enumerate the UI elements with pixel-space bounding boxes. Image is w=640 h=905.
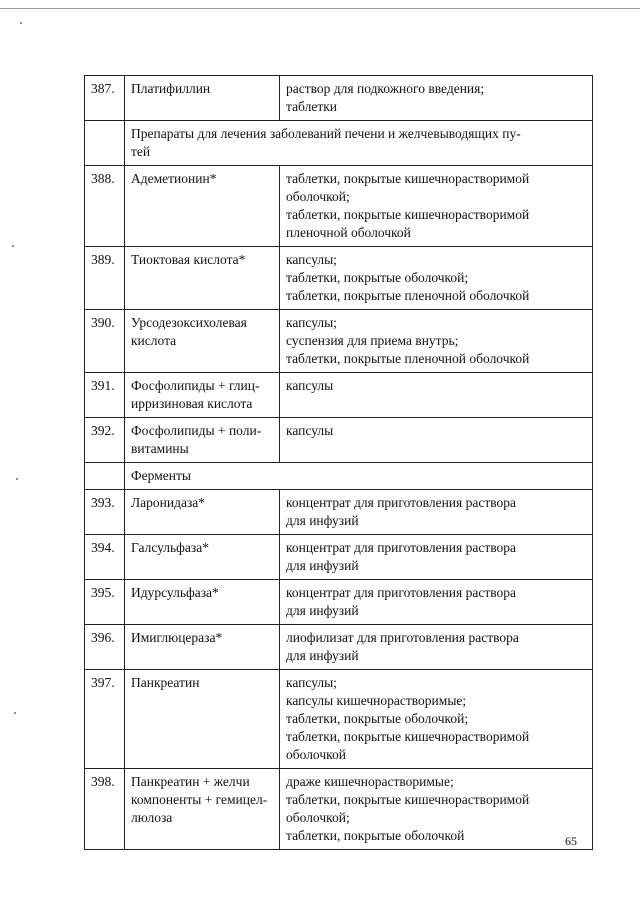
text-line: Имиглюцераза* bbox=[131, 630, 223, 645]
text-line: Галсульфаза* bbox=[131, 540, 209, 555]
number-cell: 387. bbox=[85, 76, 125, 121]
section-title bbox=[125, 463, 593, 490]
table-row bbox=[85, 373, 593, 418]
section-title bbox=[125, 121, 593, 166]
number-cell: 392. bbox=[85, 418, 125, 463]
drug-name-cell bbox=[125, 76, 280, 121]
text-line: капсулы кишечнорастворимые; bbox=[286, 693, 467, 708]
number-cell: 390. bbox=[85, 310, 125, 373]
section-header-row bbox=[85, 121, 593, 166]
text-line: для инфузий bbox=[286, 513, 359, 528]
text-line: оболочкой; bbox=[286, 810, 350, 825]
dosage-form-cell bbox=[280, 490, 593, 535]
text-line: Панкреатин bbox=[131, 675, 200, 690]
text-line: для инфузий bbox=[286, 648, 359, 663]
text-line: драже кишечнорастворимые; bbox=[286, 774, 454, 789]
text-line: Ларонидаза* bbox=[131, 495, 206, 510]
table-row bbox=[85, 418, 593, 463]
number-cell: 398. bbox=[85, 769, 125, 850]
dosage-form-cell bbox=[280, 310, 593, 373]
table-row bbox=[85, 490, 593, 535]
dosage-form-cell bbox=[280, 76, 593, 121]
scan-speck bbox=[20, 22, 22, 24]
text-line: концентрат для приготовления раствора bbox=[286, 585, 517, 600]
drug-name-cell bbox=[125, 769, 280, 850]
table-body bbox=[85, 76, 593, 850]
text-line: таблетки, покрытые оболочкой; bbox=[286, 711, 469, 726]
number-cell: 395. bbox=[85, 580, 125, 625]
text-line: Фосфолипиды + поли- bbox=[131, 423, 262, 438]
table-row bbox=[85, 310, 593, 373]
scan-speck bbox=[16, 478, 18, 480]
drug-table bbox=[84, 75, 593, 850]
page-number: 65 bbox=[565, 834, 577, 848]
section-header-row bbox=[85, 463, 593, 490]
text-line: для инфузий bbox=[286, 558, 359, 573]
text-line: Урсодезоксихолевая bbox=[131, 315, 247, 330]
text-line: концентрат для приготовления раствора bbox=[286, 495, 517, 510]
number-cell: 389. bbox=[85, 247, 125, 310]
drug-name-cell bbox=[125, 490, 280, 535]
text-line: таблетки, покрытые оболочкой; bbox=[286, 270, 469, 285]
text-line: Платифиллин bbox=[131, 81, 211, 96]
drug-name-cell bbox=[125, 247, 280, 310]
text-line: концентрат для приготовления раствора bbox=[286, 540, 517, 555]
table-row bbox=[85, 670, 593, 769]
number-cell bbox=[85, 121, 125, 166]
number-cell: 397. bbox=[85, 670, 125, 769]
text-line: кислота bbox=[131, 333, 177, 348]
scan-speck bbox=[12, 245, 14, 247]
text-line: ирризиновая кислота bbox=[131, 396, 253, 411]
drug-name-cell bbox=[125, 535, 280, 580]
drug-name-cell bbox=[125, 310, 280, 373]
drug-name-cell bbox=[125, 166, 280, 247]
text-line: для инфузий bbox=[286, 603, 359, 618]
number-cell: 396. bbox=[85, 625, 125, 670]
drug-name-cell bbox=[125, 418, 280, 463]
text-line: суспензия для приема внутрь; bbox=[286, 333, 459, 348]
table-row bbox=[85, 580, 593, 625]
text-line: таблетки bbox=[286, 99, 338, 114]
number-cell: 388. bbox=[85, 166, 125, 247]
text-line: лиофилизат для приготовления раствора bbox=[286, 630, 519, 645]
text-line: Фосфолипиды + глиц- bbox=[131, 378, 260, 393]
table-row bbox=[85, 166, 593, 247]
dosage-form-cell bbox=[280, 166, 593, 247]
table-row bbox=[85, 535, 593, 580]
text-line: оболочкой bbox=[286, 747, 346, 762]
text-line: таблетки, покрытые кишечнорастворимой bbox=[286, 729, 530, 744]
text-line: тей bbox=[131, 144, 151, 159]
text-line: таблетки, покрытые оболочкой bbox=[286, 828, 465, 843]
text-line: Идурсульфаза* bbox=[131, 585, 219, 600]
text-line: таблетки, покрытые кишечнорастворимой bbox=[286, 792, 530, 807]
text-line: люлоза bbox=[131, 810, 173, 825]
text-line: Адеметионин* bbox=[131, 171, 217, 186]
dosage-form-cell bbox=[280, 580, 593, 625]
text-line: Тиоктовая кислота* bbox=[131, 252, 246, 267]
number-cell: 391. bbox=[85, 373, 125, 418]
dosage-form-cell bbox=[280, 535, 593, 580]
top-rule bbox=[0, 8, 640, 9]
dosage-form-cell bbox=[280, 247, 593, 310]
table-row bbox=[85, 625, 593, 670]
text-line: таблетки, покрытые пленочной оболочкой bbox=[286, 351, 530, 366]
table-row bbox=[85, 769, 593, 850]
text-line: капсулы; bbox=[286, 675, 337, 690]
drug-name-cell bbox=[125, 625, 280, 670]
text-line: капсулы; bbox=[286, 315, 337, 330]
text-line: таблетки, покрытые кишечнорастворимой bbox=[286, 171, 530, 186]
number-cell bbox=[85, 463, 125, 490]
dosage-form-cell bbox=[280, 670, 593, 769]
text-line: Панкреатин + желчи bbox=[131, 774, 250, 789]
drug-name-cell bbox=[125, 670, 280, 769]
text-line: раствор для подкожного введения; bbox=[286, 81, 485, 96]
text-line: витамины bbox=[131, 441, 189, 456]
drug-name-cell bbox=[125, 373, 280, 418]
text-line: пленочной оболочкой bbox=[286, 225, 411, 240]
text-line: компоненты + гемицел- bbox=[131, 792, 268, 807]
text-line: Препараты для лечения заболеваний печени и желчевыводящих пу- bbox=[131, 126, 521, 141]
number-cell: 393. bbox=[85, 490, 125, 535]
number-cell: 394. bbox=[85, 535, 125, 580]
table-row bbox=[85, 76, 593, 121]
dosage-form-cell bbox=[280, 625, 593, 670]
text-line: капсулы bbox=[286, 423, 334, 438]
dosage-form-cell bbox=[280, 418, 593, 463]
text-line: таблетки, покрытые пленочной оболочкой bbox=[286, 288, 530, 303]
text-line: таблетки, покрытые кишечнорастворимой bbox=[286, 207, 530, 222]
text-line: капсулы; bbox=[286, 252, 337, 267]
text-line: оболочкой; bbox=[286, 189, 350, 204]
text-line: капсулы bbox=[286, 378, 334, 393]
dosage-form-cell bbox=[280, 769, 593, 850]
drug-name-cell bbox=[125, 580, 280, 625]
dosage-form-cell bbox=[280, 373, 593, 418]
scan-speck bbox=[14, 712, 16, 714]
text-line: Ферменты bbox=[131, 468, 191, 483]
table-row bbox=[85, 247, 593, 310]
